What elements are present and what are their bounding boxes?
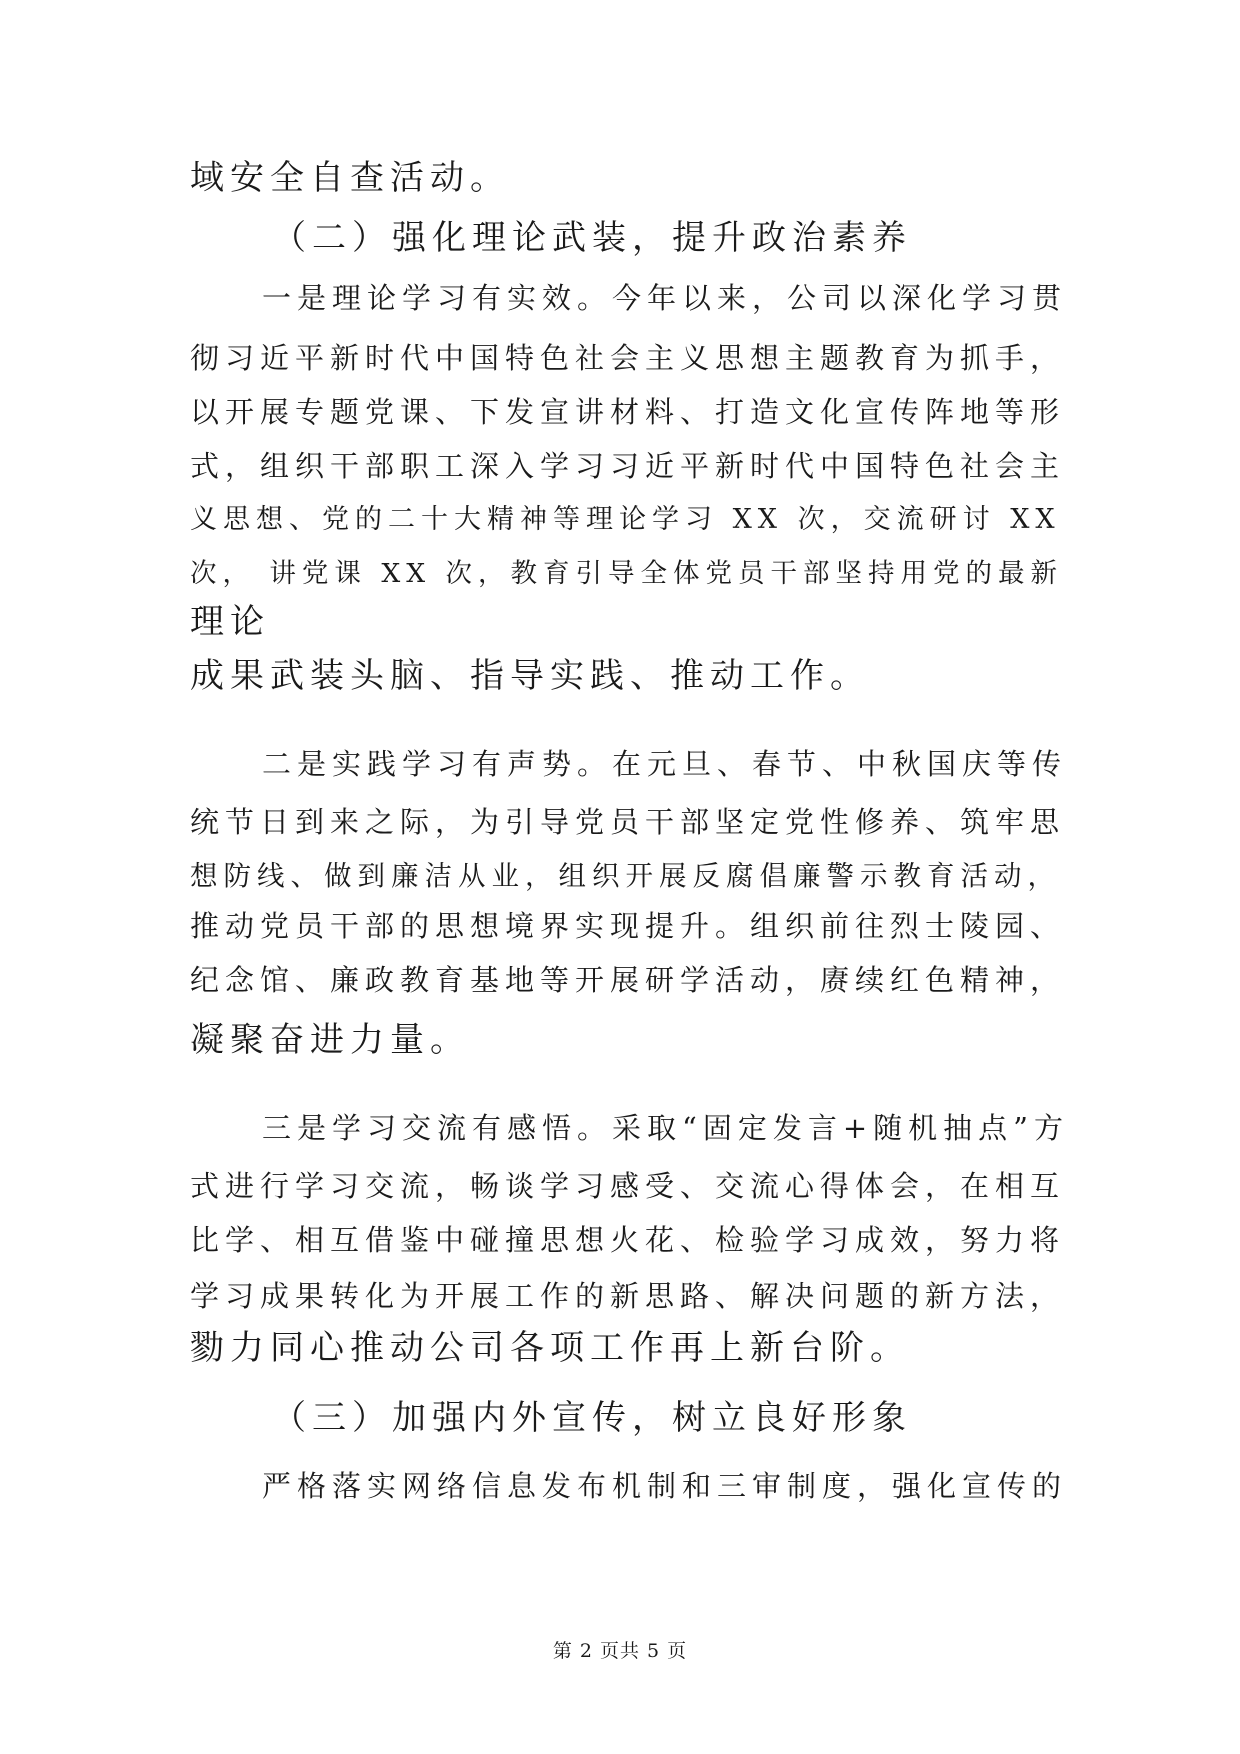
text-line: 想防线、做到廉洁从业，组织开展反腐倡廉警示教育活动， [190,860,1061,892]
paragraph-line: 三是学习交流有感悟。采取“固定发言+随机抽点”方 [262,1111,1069,1145]
text-line: 统节日到来之际，为引导党员干部坚定党性修养、筑牢思 [190,805,1066,839]
paragraph-line: 严格落实网络信息发布机制和三审制度，强化宣传的 [262,1469,1068,1503]
paragraph-line: 二是实践学习有声势。在元旦、春节、中秋国庆等传 [262,747,1068,781]
text-line: 式进行学习交流，畅谈学习感受、交流心得体会，在相互 [190,1169,1066,1203]
text-line: 次， 讲党课 XX 次，教育引导全体党员干部坚持用党的最新 [190,558,1064,589]
text-line: 纪念馆、廉政教育基地等开展研学活动，赓续红色精神， [190,963,1066,997]
text-line: 以开展专题党课、下发宣讲材料、打造文化宣传阵地等形 [190,395,1066,429]
section-heading: （二）强化理论武装，提升政治素养 [272,218,912,258]
text-line: 成果武装头脑、指导实践、推动工作。 [190,656,870,696]
text-line: 义思想、党的二十大精神等理论学习 XX 次，交流研讨 XX [190,504,1061,535]
text-line: 域安全自查活动。 [190,158,510,198]
text-line: 式，组织干部职工深入学习习近平新时代中国特色社会主 [190,449,1066,483]
text-line: 勠力同心推动公司各项工作再上新台阶。 [190,1328,910,1368]
text-line: 凝聚奋进力量。 [190,1020,470,1060]
text-line: 比学、相互借鉴中碰撞思想火花、检验学习成效，努力将 [190,1223,1066,1257]
paragraph-line: 一是理论学习有实效。今年以来，公司以深化学习贯 [262,281,1068,315]
text-line: 推动党员干部的思想境界实现提升。组织前往烈士陵园、 [190,909,1066,943]
text-line: 理论 [190,602,270,642]
page-footer: 第 2 页共 5 页 [552,1640,688,1662]
text-line: 彻习近平新时代中国特色社会主义思想主题教育为抓手， [190,341,1066,375]
section-heading: （三）加强内外宣传，树立良好形象 [272,1398,912,1438]
text-line: 学习成果转化为开展工作的新思路、解决问题的新方法， [190,1279,1066,1313]
